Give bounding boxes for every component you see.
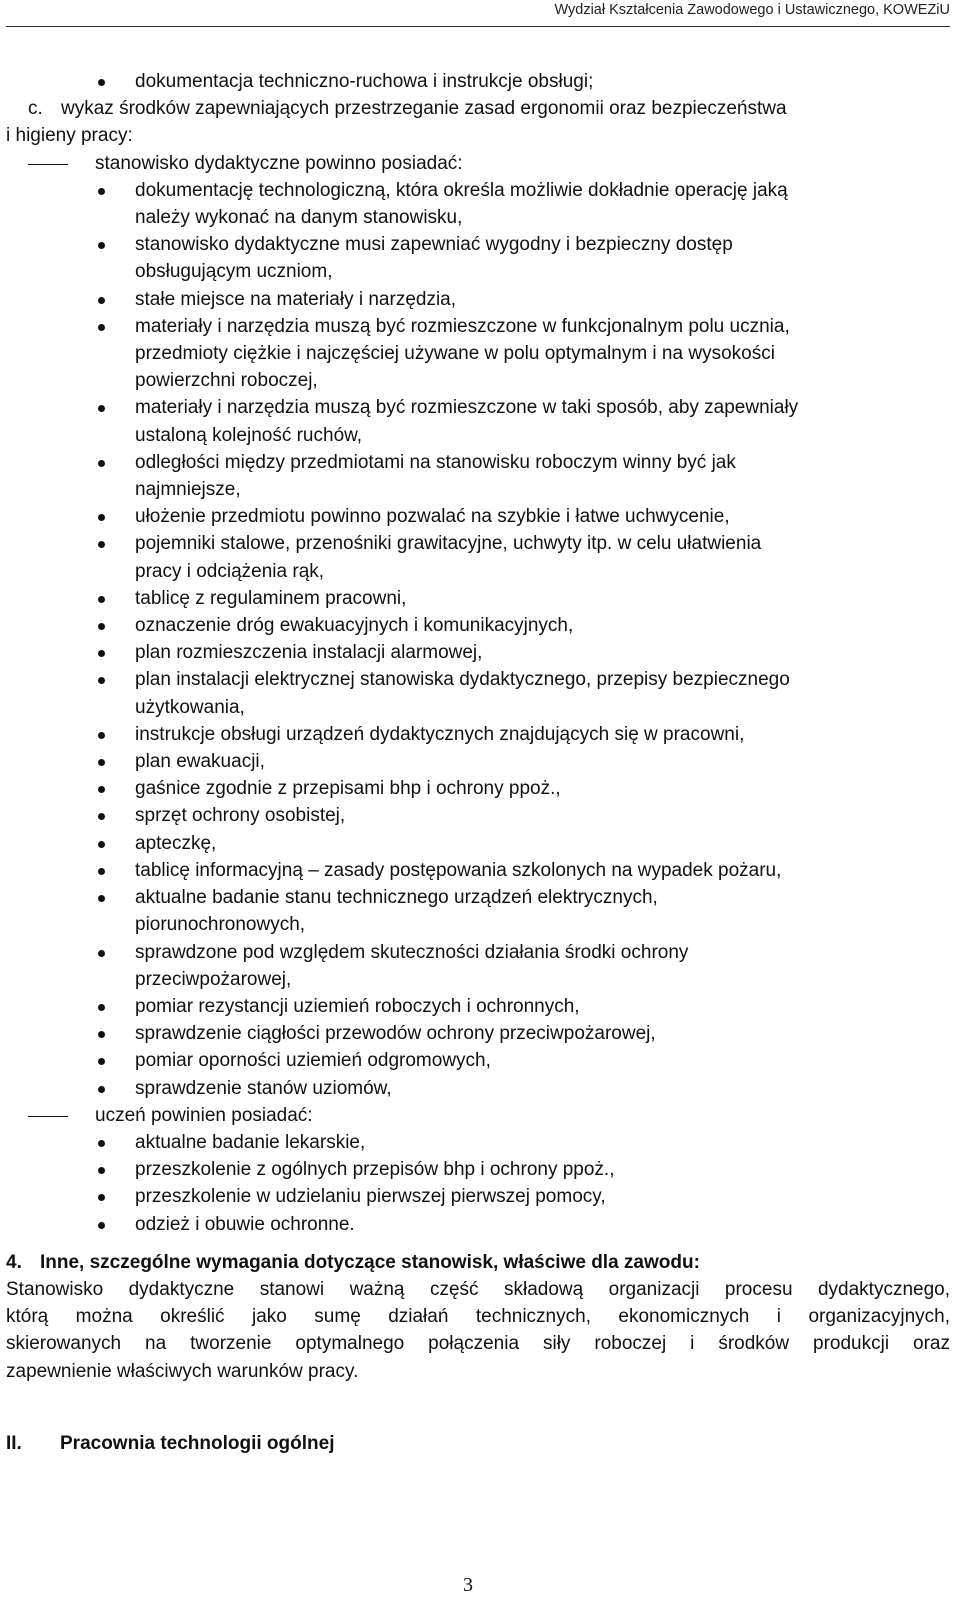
list-item-text: przedmioty ciężkie i najczęściej używane w polu optymalnym i na wysokości: [135, 343, 775, 365]
list-item-text: przeszkolenie w udzielaniu pierwszej pierwszej pomocy,: [135, 1186, 606, 1208]
list-item: [6, 612, 950, 639]
dash-item: [6, 150, 950, 177]
list-item-text: wykaz środków zapewniających przestrzeganie zasad ergonomii oraz bezpieczeństwa: [61, 98, 787, 120]
list-item: [6, 503, 950, 530]
list-item-continuation: [6, 258, 950, 285]
bullet-icon: [98, 623, 105, 630]
list-item: [6, 748, 950, 775]
bullet-icon: [98, 650, 105, 657]
list-item: [6, 1156, 950, 1183]
list-item-text: pomiar rezystancji uziemień roboczych i ochronnych,: [135, 995, 580, 1017]
list-item: [6, 68, 950, 95]
list-item: [6, 231, 950, 258]
list-item-text: powierzchni roboczej,: [135, 370, 318, 392]
bullet-icon: [98, 1004, 105, 1011]
section-heading: [6, 1249, 950, 1276]
list-item-text: sprzęt ochrony osobistej,: [135, 805, 346, 827]
list-item-text: pracy i odciążenia rąk,: [135, 560, 325, 582]
paragraph-line: zapewnienie właściwych warunków pracy.: [6, 1360, 359, 1382]
bullet-icon: [98, 732, 105, 739]
dash-icon: [28, 164, 68, 165]
list-item: [6, 666, 950, 693]
list-item: [6, 585, 950, 612]
bullet-icon: [98, 405, 105, 412]
list-item-continuation: [6, 966, 950, 993]
section-number: 4.: [6, 1251, 22, 1273]
bullet-icon: [98, 1031, 105, 1038]
bullet-icon: [98, 541, 105, 548]
list-item-continuation: [6, 204, 950, 231]
list-item: [6, 1020, 950, 1047]
list-item-text: użytkowania,: [135, 696, 245, 718]
bullet-icon: [98, 841, 105, 848]
list-item: [6, 313, 950, 340]
list-item: [6, 884, 950, 911]
bullet-icon: [98, 242, 105, 249]
list-item-text: aktualne badanie stanu technicznego urządzeń elektrycznych,: [135, 887, 658, 909]
list-item-continuation: [6, 694, 950, 721]
list-item-text: przeciwpożarowej,: [135, 968, 292, 990]
list-item: [6, 993, 950, 1020]
list-item: [6, 449, 950, 476]
list-item-text: najmniejsze,: [135, 479, 241, 501]
bullet-icon: [98, 759, 105, 766]
list-item: [6, 286, 950, 313]
list-item: [6, 1129, 950, 1156]
list-item-text: stanowisko dydaktyczne musi zapewniać wygodny i bezpieczny dostęp: [135, 234, 733, 256]
bullet-icon: [98, 950, 105, 957]
bullet-icon: [98, 813, 105, 820]
paragraph-line: Stanowisko dydaktyczne stanowi ważną część składową organizacji procesu dydaktycznego,: [6, 1278, 950, 1300]
bullet-icon: [98, 1086, 105, 1093]
list-item-text: odzież i obuwie ochronne.: [135, 1213, 355, 1235]
list-item-text: tablicę informacyjną – zasady postępowania szkolonych na wypadek pożaru,: [135, 859, 782, 881]
list-item: [6, 177, 950, 204]
list-label: c.: [28, 98, 43, 120]
list-item-text: ułożenie przedmiotu powinno pozwalać na szybkie i łatwe uchwycenie,: [135, 506, 730, 528]
list-item-text: materiały i narzędzia muszą być rozmieszczone w funkcjonalnym polu ucznia,: [135, 315, 790, 337]
list-item-text: instrukcje obsługi urządzeń dydaktycznych znajdujących się w pracowni,: [135, 723, 745, 745]
bullet-icon: [98, 868, 105, 875]
list-item-text: ustaloną kolejność ruchów,: [135, 424, 363, 446]
bullet-icon: [98, 1140, 105, 1147]
section-number: II.: [6, 1433, 22, 1454]
list-item: [6, 939, 950, 966]
section-heading: [6, 1433, 334, 1455]
list-item-text: plan rozmieszczenia instalacji alarmowej,: [135, 642, 483, 664]
paragraph-line: skierowanych na tworzenie optymalnego połączenia siły roboczej i środków produkcji oraz: [6, 1333, 950, 1355]
paragraph-line: którą można określić jako sumę działań technicznych, ekonomicznych i organizacyjnych,: [6, 1306, 950, 1328]
dash-item: [6, 1102, 950, 1129]
dash-icon: [28, 1116, 68, 1117]
list-item-continuation: [6, 911, 950, 938]
bullet-icon: [98, 188, 105, 195]
list-item: [6, 530, 950, 557]
list-item-c: [6, 95, 950, 122]
list-item: [6, 1211, 950, 1238]
list-item-continuation: [6, 476, 950, 503]
bullet-icon: [98, 677, 105, 684]
bullet-list: [6, 1129, 950, 1238]
list-item-text: aktualne badanie lekarskie,: [135, 1131, 366, 1153]
bullet-icon: [98, 596, 105, 603]
list-item-text: sprawdzenie stanów uziomów,: [135, 1077, 392, 1099]
list-item-text: tablicę z regulaminem pracowni,: [135, 587, 407, 609]
list-item-text: plan instalacji elektrycznej stanowiska dydaktycznego, przepisy bezpiecznego: [135, 669, 790, 691]
list-item: [6, 857, 950, 884]
list-item-text: materiały i narzędzia muszą być rozmieszczone w taki sposób, aby zapewniały: [135, 397, 799, 419]
list-item-text: należy wykonać na danym stanowisku,: [135, 207, 463, 229]
list-item-continuation: [6, 558, 950, 585]
bullet-list: [6, 177, 950, 1102]
bullet-icon: [98, 1222, 105, 1229]
list-item-text: apteczkę,: [135, 832, 217, 854]
list-item-text: stałe miejsce na materiały i narzędzia,: [135, 288, 457, 310]
list-item-text: pomiar oporności uziemień odgromowych,: [135, 1050, 491, 1072]
list-item-text: sprawdzenie ciągłości przewodów ochrony przeciwpożarowej,: [135, 1023, 656, 1045]
list-item-text: plan ewakuacji,: [135, 751, 265, 773]
list-item-text: gaśnice zgodnie z przepisami bhp i ochrony ppoż.,: [135, 778, 561, 800]
bullet-icon: [98, 297, 105, 304]
bullet-icon: [98, 79, 105, 86]
list-item-text: dokumentacja techniczno-ruchowa i instrukcje obsługi;: [135, 71, 594, 92]
list-item-text: przeszkolenie z ogólnych przepisów bhp i ochrony ppoż.,: [135, 1159, 615, 1181]
list-item-continuation: [6, 340, 950, 367]
list-item: [6, 802, 950, 829]
list-item-c-continuation: i higieny pracy:: [6, 125, 133, 147]
section-title: Inne, szczególne wymagania dotyczące stanowisk, właściwe dla zawodu:: [40, 1251, 700, 1273]
list-item: [6, 1183, 950, 1210]
header-rule: [6, 26, 950, 27]
list-item: [6, 830, 950, 857]
dash-item-text: stanowisko dydaktyczne powinno posiadać:: [95, 152, 463, 174]
list-item-text: sprawdzone pod względem skuteczności działania środki ochrony: [135, 941, 689, 963]
list-item-text: obsługującym uczniom,: [135, 261, 333, 283]
list-item: [6, 775, 950, 802]
list-item: [6, 639, 950, 666]
list-item-continuation: [6, 422, 950, 449]
list-item-continuation: [6, 367, 950, 394]
paragraph: [6, 1276, 950, 1385]
list-item: [6, 1047, 950, 1074]
page-number: 3: [463, 1574, 473, 1596]
list-item-text: dokumentację technologiczną, która określa możliwie dokładnie operację jaką: [135, 179, 788, 201]
bullet-icon: [98, 514, 105, 521]
list-item-text: piorunochronowych,: [135, 914, 306, 936]
list-item: [6, 1075, 950, 1102]
list-item-text: odległości między przedmiotami na stanowisku roboczym winny być jak: [135, 451, 736, 473]
bullet-icon: [98, 895, 105, 902]
dash-item-text: uczeń powinien posiadać:: [95, 1104, 313, 1126]
bullet-icon: [98, 460, 105, 467]
bullet-icon: [98, 1167, 105, 1174]
bullet-icon: [98, 786, 105, 793]
list-item-text: pojemniki stalowe, przenośniki grawitacyjne, uchwyty itp. w celu ułatwienia: [135, 533, 762, 555]
bullet-icon: [98, 1194, 105, 1201]
section-title: Pracownia technologii ogólnej: [60, 1433, 335, 1454]
bullet-icon: [98, 324, 105, 331]
page-header: Wydział Kształcenia Zawodowego i Ustawicznego, KOWEZiU: [554, 2, 950, 18]
list-item-text: oznaczenie dróg ewakuacyjnych i komunikacyjnych,: [135, 615, 574, 637]
document-body: [6, 68, 950, 1385]
list-item: [6, 721, 950, 748]
bullet-icon: [98, 1058, 105, 1065]
list-item: [6, 394, 950, 421]
